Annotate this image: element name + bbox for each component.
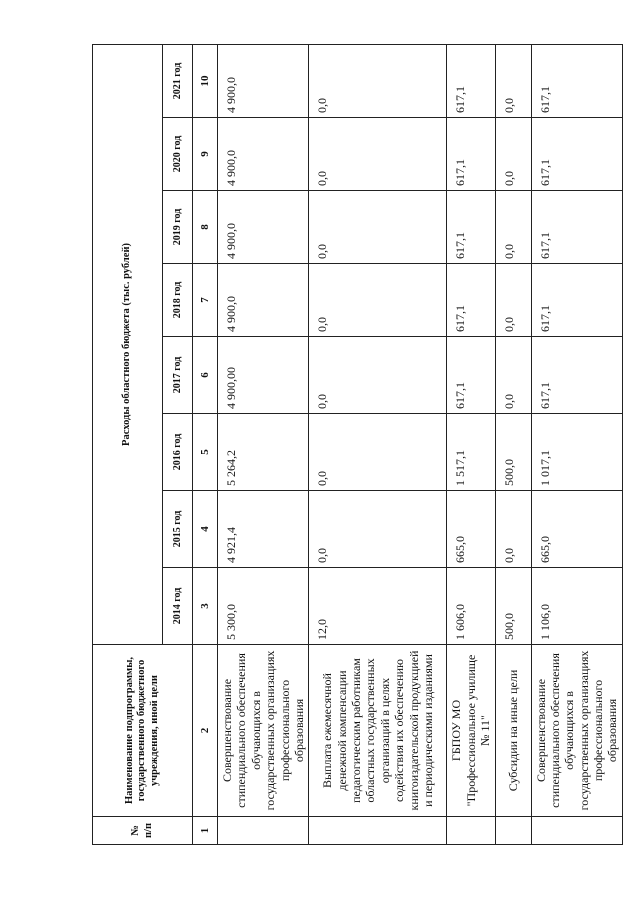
row-value: 500,0 — [495, 414, 531, 491]
row-value: 665,0 — [531, 491, 622, 568]
row-value: 5 264,2 — [218, 414, 309, 491]
col-name-header: Наименование подпрограммы, государственного бюджетного учреждения, иной цели — [93, 645, 193, 817]
row-value: 0,0 — [309, 491, 447, 568]
row-value: 500,0 — [495, 568, 531, 645]
row-number — [447, 817, 495, 845]
table-row — [495, 44, 531, 844]
row-value: 0,0 — [309, 44, 447, 117]
year-header: 2021 год — [163, 44, 193, 117]
column-number: 10 — [193, 44, 218, 117]
row-value: 617,1 — [447, 118, 495, 191]
row-value: 665,0 — [447, 491, 495, 568]
row-name: Совершенствование стипендиального обеспечения обучающихся в государственных организациях профессионального образования — [531, 645, 622, 817]
row-value: 617,1 — [531, 44, 622, 117]
col-no-header: № п/п — [93, 817, 193, 845]
year-header: 2014 год — [163, 568, 193, 645]
column-number: 4 — [193, 491, 218, 568]
table-row — [447, 44, 495, 844]
row-value: 4 900,0 — [218, 191, 309, 264]
row-value: 617,1 — [531, 118, 622, 191]
row-value: 12,0 — [309, 568, 447, 645]
year-header: 2019 год — [163, 191, 193, 264]
table-row — [309, 44, 447, 844]
year-header: 2018 год — [163, 264, 193, 337]
row-value: 1 017,1 — [531, 414, 622, 491]
row-value: 4 900,0 — [218, 118, 309, 191]
table-row — [218, 44, 309, 844]
row-value: 0,0 — [309, 414, 447, 491]
column-number: 7 — [193, 264, 218, 337]
row-value: 0,0 — [309, 337, 447, 414]
year-header: 2016 год — [163, 414, 193, 491]
column-number: 1 — [193, 817, 218, 845]
row-name: ГБПОУ МО "Профессиональное училище № 11" — [447, 645, 495, 817]
row-value: 1 606,0 — [447, 568, 495, 645]
row-value: 0,0 — [495, 44, 531, 117]
row-value: 0,0 — [495, 337, 531, 414]
row-value: 0,0 — [495, 264, 531, 337]
row-name: Выплата ежемесячной денежной компенсации педагогическим работникам областных государственных организаций в целях содействия их обеспечению книгоиздательской продукцией и периодическими изданиями — [309, 645, 447, 817]
row-value: 0,0 — [309, 264, 447, 337]
row-value: 4 900,0 — [218, 44, 309, 117]
row-value: 0,0 — [309, 191, 447, 264]
row-value: 5 300,0 — [218, 568, 309, 645]
column-number: 8 — [193, 191, 218, 264]
row-value: 4 921,4 — [218, 491, 309, 568]
row-value: 617,1 — [531, 191, 622, 264]
row-value: 617,1 — [531, 337, 622, 414]
table-row — [531, 44, 622, 844]
row-value: 617,1 — [447, 337, 495, 414]
year-header: 2017 год — [163, 337, 193, 414]
column-number: 5 — [193, 414, 218, 491]
year-header: 2015 год — [163, 491, 193, 568]
budget-table — [92, 44, 623, 845]
row-value: 4 900,0 — [218, 264, 309, 337]
expenses-header: Расходы областного бюджета (тыс. рублей) — [93, 44, 163, 644]
column-number: 6 — [193, 337, 218, 414]
row-name: Субсидии на иные цели — [495, 645, 531, 817]
row-value: 617,1 — [447, 264, 495, 337]
row-name: Совершенствование стипендиального обеспечения обучающихся в государственных организациях профессионального образования — [218, 645, 309, 817]
row-value: 0,0 — [309, 118, 447, 191]
row-value: 1 517,1 — [447, 414, 495, 491]
row-number — [309, 817, 447, 845]
column-number: 2 — [193, 645, 218, 817]
column-number: 9 — [193, 118, 218, 191]
row-value: 4 900,00 — [218, 337, 309, 414]
row-number — [495, 817, 531, 845]
column-number: 3 — [193, 568, 218, 645]
row-number — [218, 817, 309, 845]
row-value: 617,1 — [531, 264, 622, 337]
row-value: 617,1 — [447, 44, 495, 117]
budget-table-sheet — [92, 45, 620, 845]
row-value: 0,0 — [495, 191, 531, 264]
row-number — [531, 817, 622, 845]
year-header: 2020 год — [163, 118, 193, 191]
row-value: 0,0 — [495, 118, 531, 191]
row-value: 1 106,0 — [531, 568, 622, 645]
row-value: 617,1 — [447, 191, 495, 264]
row-value: 0,0 — [495, 491, 531, 568]
